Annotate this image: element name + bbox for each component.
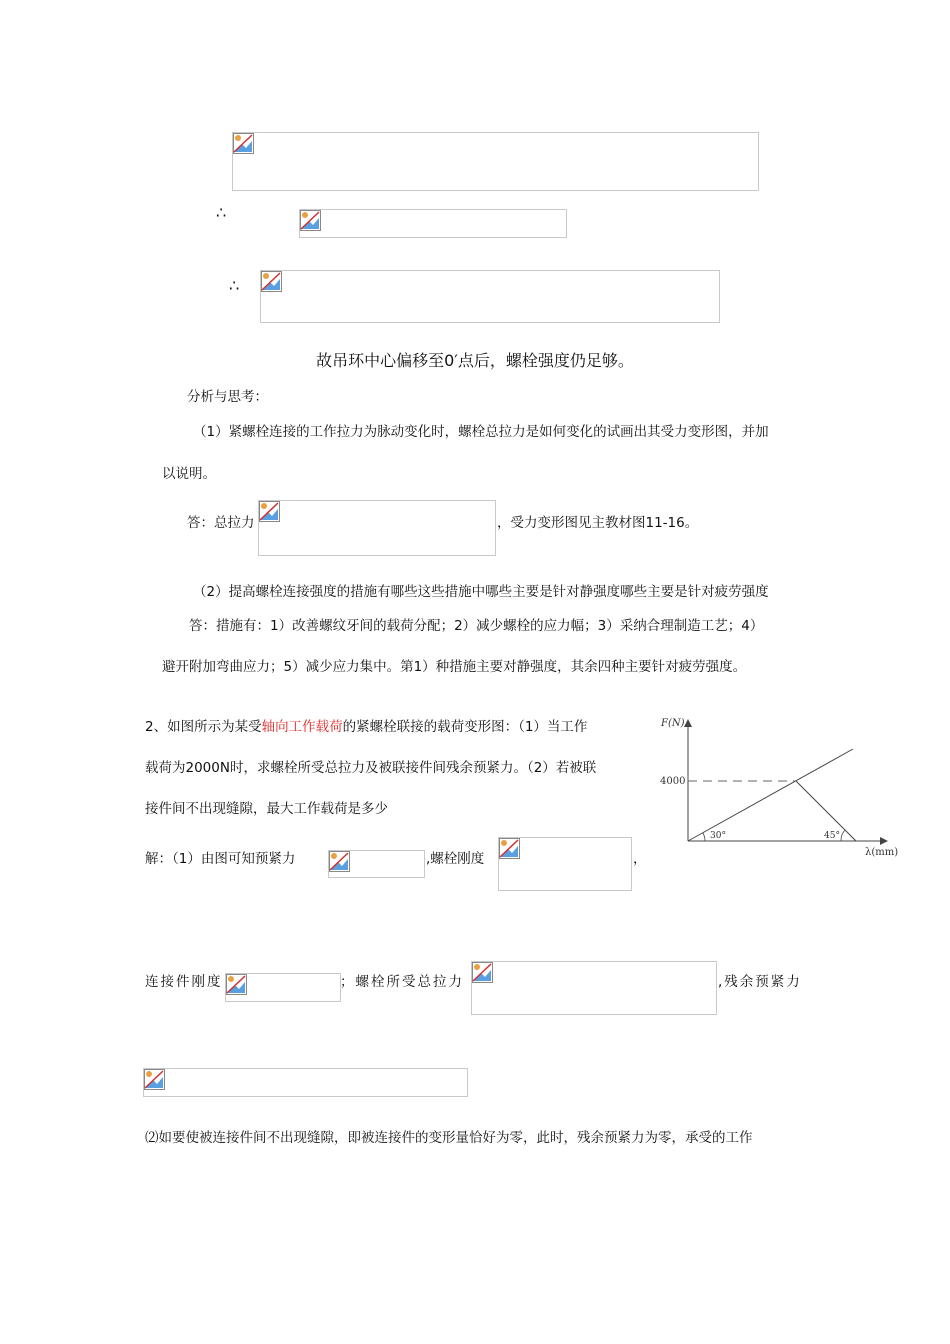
- broken-image-icon: [226, 974, 247, 995]
- broken-image-icon: [499, 838, 520, 859]
- formula-image-member-stiffness: [225, 973, 341, 1002]
- formula-image-1: [232, 132, 759, 191]
- formula-image-3: [260, 270, 720, 323]
- formula-image-residual-force: [143, 1068, 468, 1097]
- problem-2-line-1-b: 的紧螺栓联接的载荷变形图：（1）当工作: [342, 719, 588, 735]
- answer-1-suffix: ，受力变形图见主教材图11-16。: [497, 515, 699, 531]
- bolt-stiffness-line: [688, 749, 853, 841]
- solution-end: ，: [633, 851, 647, 867]
- problem-2-line-1-a: 2、如图所示为某受: [145, 719, 262, 735]
- formula-image-total-bolt-force: [471, 961, 717, 1015]
- formula-image-preload: [328, 850, 425, 878]
- broken-image-icon: [261, 271, 282, 292]
- question-1-line-2: 以说明。: [162, 466, 216, 482]
- angle-label-30: 30°: [710, 831, 726, 841]
- therefore-symbol-2: ∴: [229, 276, 240, 295]
- angle-arc-45: [841, 830, 845, 841]
- broken-image-icon: [144, 1069, 165, 1090]
- problem-2-highlight: 轴向工作载荷: [261, 719, 343, 735]
- y-tick-4000: 4000: [660, 776, 686, 787]
- question-2: （2）提高螺栓连接强度的措施有哪些这些措施中哪些主要是针对静强度哪些主要是针对疲劳强度: [193, 584, 769, 600]
- part-2-text: ⑵如要使被连接件间不出现缝隙，即被连接件的变形量恰好为零，此时，残余预紧力为零，承受的工作: [145, 1130, 753, 1146]
- answer-1-prefix: 答：总拉力: [187, 515, 255, 531]
- analysis-heading: 分析与思考：: [187, 389, 268, 405]
- load-deformation-chart: [655, 712, 905, 862]
- answer-2-line-2: 避开附加弯曲应力；5）减少应力集中。第1）种措施主要对静强度，其余四种主要针对疲劳强度。: [162, 659, 747, 675]
- broken-image-icon: [259, 501, 280, 522]
- broken-image-icon: [329, 851, 350, 872]
- solution-prefix: 解：（1）由图可知预紧力: [145, 851, 296, 867]
- question-1-line-1: （1）紧螺栓连接的工作拉力为脉动变化时，螺栓总拉力是如何变化的试画出其受力变形图，并加: [193, 424, 769, 440]
- problem-2-line-3: 接件间不出现缝隙，最大工作载荷是多少: [145, 801, 388, 817]
- row2-member-stiffness: 连接件刚度: [145, 974, 223, 990]
- row2-total-force: ；螺栓所受总拉力: [340, 974, 464, 990]
- formula-image-bolt-stiffness: [498, 837, 632, 891]
- x-axis-label: λ(mm): [865, 847, 899, 858]
- row2-residual: ,残余预紧力: [718, 974, 802, 990]
- answer-2-line-1: 答：措施有：1）改善螺纹牙间的载荷分配；2）减少螺栓的应力幅；3）采纳合理制造工艺；4）: [189, 618, 764, 634]
- angle-arc-30: [703, 833, 705, 841]
- therefore-symbol-1: ∴: [216, 203, 227, 222]
- formula-image-2: [299, 209, 567, 238]
- angle-label-45: 45°: [824, 831, 840, 841]
- y-axis-label: F(N): [661, 718, 685, 729]
- formula-image-total-force: [258, 500, 496, 556]
- broken-image-icon: [233, 133, 254, 154]
- broken-image-icon: [300, 210, 321, 231]
- problem-2-line-1: [145, 715, 587, 735]
- problem-2-line-2: 载荷为2000N时，求螺栓所受总拉力及被联接件间残余预紧力。（2）若被联: [145, 760, 597, 776]
- broken-image-icon: [472, 962, 493, 983]
- conclusion-text: 故吊环中心偏移至0′点后，螺栓强度仍足够。: [316, 351, 634, 370]
- solution-mid: ,螺栓刚度: [426, 851, 485, 867]
